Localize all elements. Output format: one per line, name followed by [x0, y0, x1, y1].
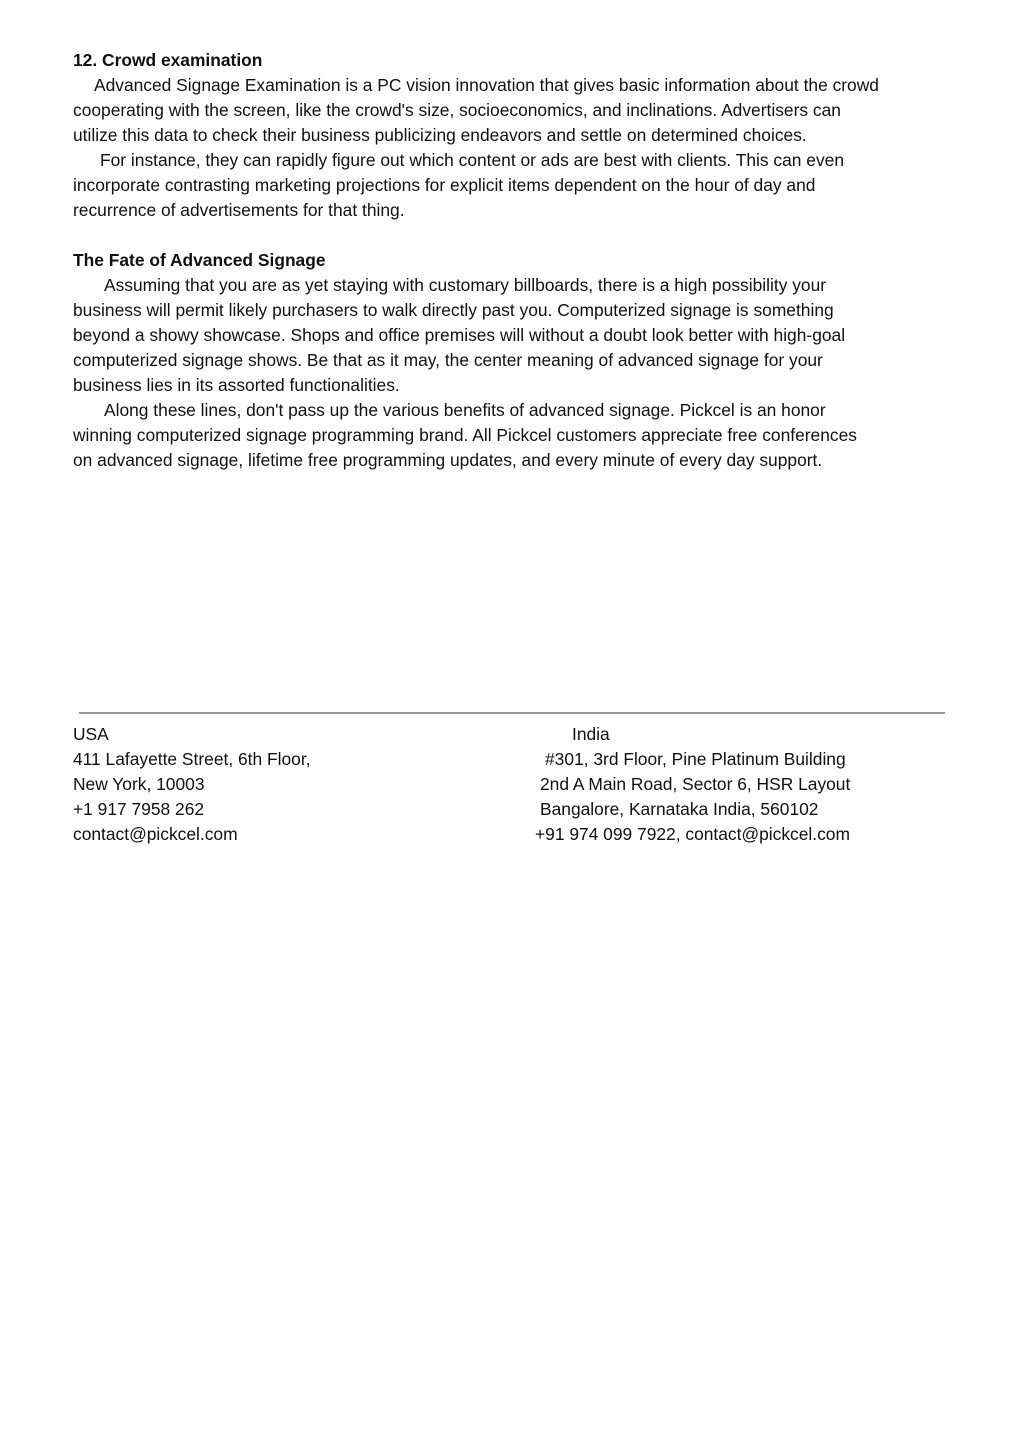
address-phone-usa: +1 917 7958 262: [73, 799, 205, 819]
address-street-usa: 411 Lafayette Street, 6th Floor,: [73, 749, 311, 769]
footer-divider: [79, 712, 945, 714]
text-line: For instance, they can rapidly figure out which content or ads are best with clients. This can even: [100, 150, 845, 170]
text-line: beyond a showy showcase. Shops and office premises will without a doubt look better with high-goal: [73, 325, 846, 345]
address-road-india: 2nd A Main Road, Sector 6, HSR Layout: [540, 774, 851, 794]
address-email-usa: contact@pickcel.com: [73, 824, 238, 844]
text-line: computerized signage shows. Be that as it may, the center meaning of advanced signage for your: [73, 350, 823, 370]
section-heading-fate-of-advanced-signage: The Fate of Advanced Signage: [73, 250, 326, 270]
paragraph-crowd-examination-1: [73, 73, 953, 148]
text-line: incorporate contrasting marketing projections for explicit items dependent on the hour of day and: [73, 175, 816, 195]
address-country-usa: USA: [73, 724, 109, 744]
text-line: Along these lines, don't pass up the various benefits of advanced signage. Pickcel is an honor: [104, 400, 826, 420]
address-contact-india: +91 974 099 7922, contact@pickcel.com: [535, 824, 850, 844]
text-line: utilize this data to check their business publicizing endeavors and settle on determined choices.: [73, 125, 807, 145]
footer-address-usa: [73, 722, 311, 847]
text-line: business lies in its assorted functionalities.: [73, 375, 400, 395]
address-city-usa: New York, 10003: [73, 774, 205, 794]
footer-address-india: [535, 722, 850, 847]
section-heading-crowd-examination: 12. Crowd examination: [73, 50, 263, 70]
text-line: recurrence of advertisements for that thing.: [73, 200, 405, 220]
address-country-india: India: [572, 724, 610, 744]
paragraph-fate-1: [73, 273, 953, 398]
paragraph-crowd-examination-2: [73, 148, 953, 223]
text-line: cooperating with the screen, like the crowd's size, socioeconomics, and inclinations. Advertisers can: [73, 100, 841, 120]
text-line: Assuming that you are as yet staying with customary billboards, there is a high possibility your: [104, 275, 827, 295]
address-building-india: #301, 3rd Floor, Pine Platinum Building: [545, 749, 846, 769]
text-line: Advanced Signage Examination is a PC vision innovation that gives basic information about the crowd: [94, 75, 879, 95]
text-line: winning computerized signage programming brand. All Pickcel customers appreciate free conferences: [73, 425, 857, 445]
document-body: [73, 48, 953, 473]
address-city-india: Bangalore, Karnataka India, 560102: [540, 799, 819, 819]
section-spacer: [73, 223, 953, 248]
paragraph-fate-2: [73, 398, 953, 473]
text-line: business will permit likely purchasers to walk directly past you. Computerized signage is something: [73, 300, 834, 320]
text-line: on advanced signage, lifetime free programming updates, and every minute of every day support.: [73, 450, 823, 470]
